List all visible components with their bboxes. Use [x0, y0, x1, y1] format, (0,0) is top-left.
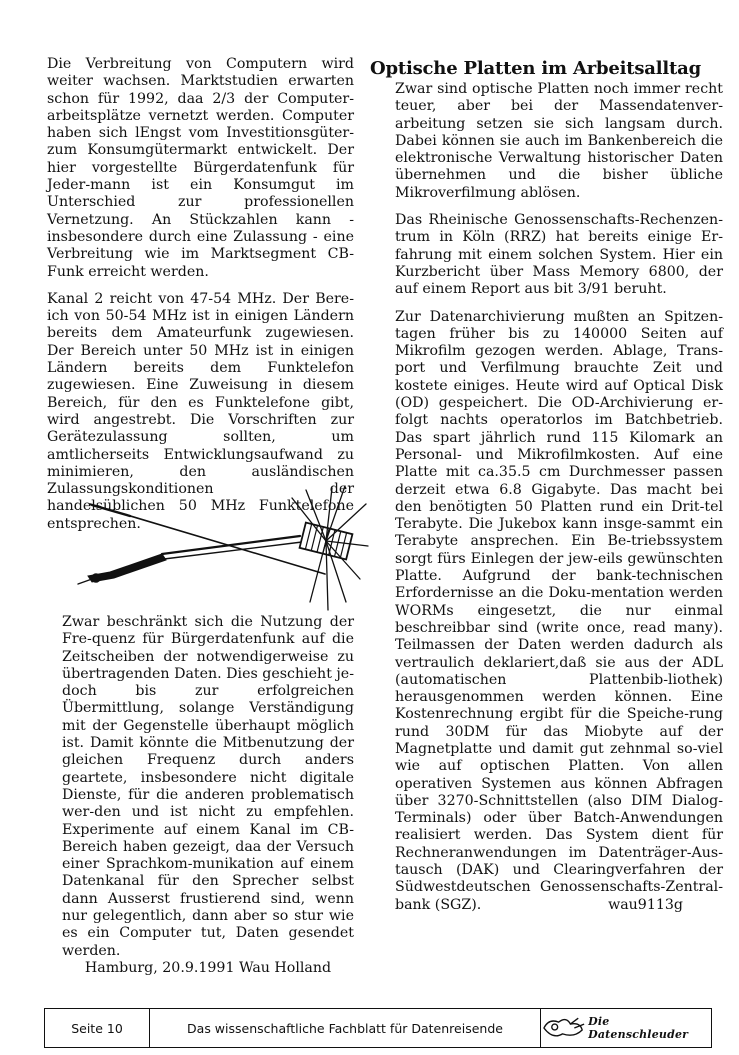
- page-number: Seite 10: [45, 1009, 150, 1047]
- article-title: Optische Platten im Arbeitsalltag: [370, 58, 702, 79]
- footer-logo: [541, 1009, 711, 1047]
- article-body: [370, 81, 725, 914]
- paragraph: Das Rheinische Genossenschafts-Rechenzen-trum in Köln (RRZ) hat bereits einige Er-fahrung mit einem solchen System. Hier ein Kurzbericht über Mass Memory 6800, der auf einem Report aus bit 3/91 beruht.: [395, 212, 723, 298]
- left-column: [47, 56, 354, 533]
- left-lower-column: [62, 614, 354, 977]
- signoff: Hamburg, 20.9.1991 Wau Holland: [84, 959, 332, 976]
- paragraph: Zur Datenarchivierung mußten an Spitzen-tagen früher bis zu 140000 Seiten auf Mikrofilm gezogen werden. Ablage, Trans-port und Verfilmung brauchte Zeit und kostete einiges. Heute wird auf Optical Disk (OD) gespeichert. Die OD-Archivierung er-folgt nachts operatorlos im Batchbetrieb. Das spart jährlich rund 115 Kilomark an Personal- und Mikrofilmkosten. Auf eine Platte mit ca.35.5 cm Durchmesser passen derzeit etwa 6.8 Gigabyte. Das macht bei den benötigten 50 Platten rund ein Drit-tel Terabyte. Die Jukebox kann insge-sammt ein Terabyte ansprechen. Ein Be-triebssystem sorgt fürs Einlegen der jew-eils gewünschten Platte. Aufgrund der bank-technischen Erfordernisse an die Doku-mentation werden WORMs eingesetzt, die nur einmal beschreibbar sind (write once, read many). Teilmassen der Daten werden dadurch als vertraulich deklariert,daß sie aus der ADL (automatischen Plattenbib-liothek) herausgenommen werden können. Eine Kostenrechnung ergibt für die Speiche-rung rund 30DM für das Miobyte auf der Magnetplatte und damit gut zehnmal so-viel wie auf optischen Platten. Von allen operativen Systemen aus können Abfragen über 3270-Schnittstellen (also DIM Dialog-Terminals) oder über Batch-Anwendungen realisiert werden. Das System dient für Rechneranwendungen im Datenträger-Aus-tausch (DAK) und Clearingverfahren der Südwestdeutschen Genossenschafts-Zentral-bank (SGZ).: [395, 308, 723, 913]
- right-column: [370, 58, 725, 914]
- logo-icon: [541, 1014, 586, 1042]
- paragraph: Zwar sind optische Platten noch immer recht teuer, aber bei der Massendatenver-arbeitung setzen sie sich langsam durch. Dabei können sie auch im Bankenbereich die elektronische Verwaltung historischer Daten übernehmen und die bisher übliche Mikroverfilmung ablösen.: [395, 81, 723, 201]
- paragraph: Kanal 2 reicht von 47-54 MHz. Der Bere-ich von 50-54 MHz ist in einigen Ländern bereits dem Amateurfunk zugewiesen. Der Bereich unter 50 MHz ist in einigen Ländern bereits dem Funktelefon zugewiesen. Eine Zuweisung in diesem Bereich, für den es Funktelefone gibt, wird angestrebt. Die Vorschriften zur Gerätezulassung sollten, um amtlicherseits Entwicklungsaufwand zu minimieren, den ausländischen Zulassungskonditionen der handelsüblichen 50 MHz Funktelefone entsprechen.: [47, 290, 354, 532]
- logo-text: Die Datenschleuder: [588, 1015, 689, 1041]
- paragraph: Die Verbreitung von Computern wird weiter wachsen. Marktstudien erwarten schon für 1992, daa 2/3 der Computer-arbeitsplätze vernetzt werden. Computer haben sich lEngst vom Investitionsgüter-zum Konsumgütermarkt entwickelt. Der hier vorgestellte Bürgerdatenfunk für Jeder-mann ist ein Konsumgut im Unterschied zur professionellen Vernetzung. An Stückzahlen kann - insbesondere durch eine Zulassung - eine Verbreitung wie im Marktsegment CB-Funk erreicht werden.: [47, 56, 354, 280]
- antenna-illustration: [70, 484, 370, 614]
- signature: wau9113g: [608, 896, 683, 913]
- page-footer: [44, 1008, 712, 1048]
- paragraph: Zwar beschränkt sich die Nutzung der Fre-quenz für Bürgerdatenfunk auf die Zeitscheiben der notwendigerweise zu übertragenden Daten. Dies geschieht je-doch bis zur erfolgreichen Übermittlung, solange Verständigung mit der Gegenstelle überhaupt möglich ist. Damit könnte die Mitbenutzung der gleichen Frequenz durch anders geartete, insbesondere nicht digitale Dienste, für die anderen problematisch wer-den und ist nicht zu empfehlen. Experimente auf einem Kanal im CB-Bereich haben gezeigt, daa der Versuch einer Sprachkom-munikation auf einem Datenkanal für den Sprecher selbst dann Ausserst frustierend sind, wenn nur gelegentlich, dann aber so stur wie es ein Computer tut, Daten gesendet werden.: [62, 614, 354, 959]
- footer-tagline: Das wissenschaftliche Fachblatt für Datenreisende: [150, 1009, 541, 1047]
